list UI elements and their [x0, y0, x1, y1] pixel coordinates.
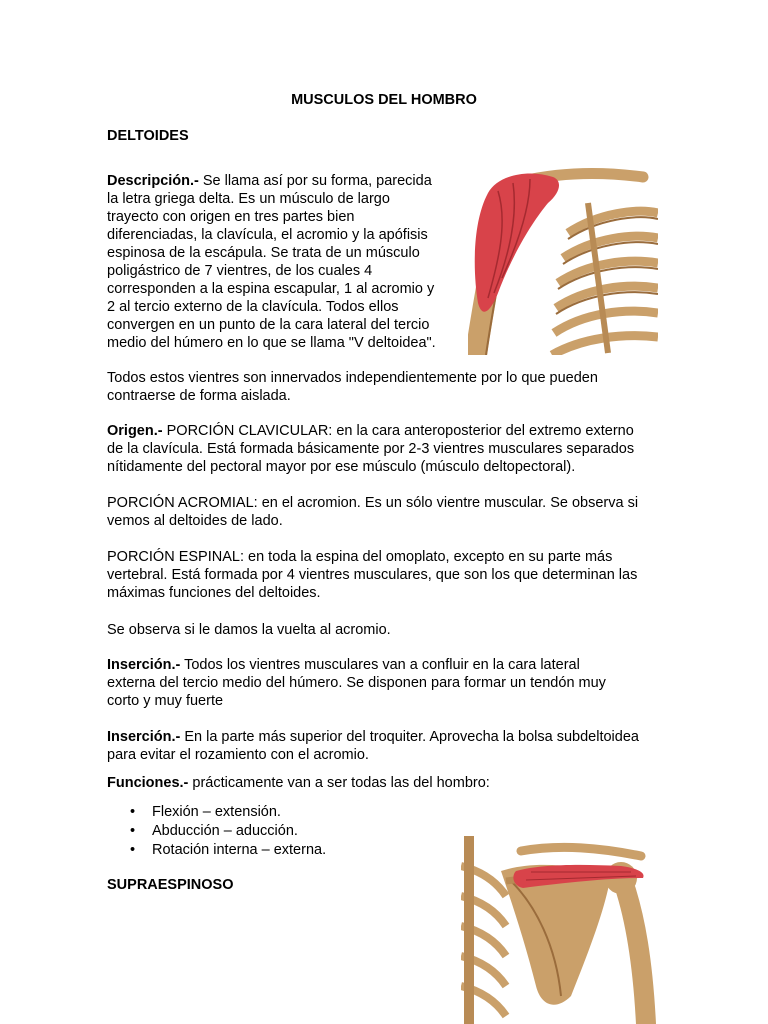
acromial-paragraph: [107, 494, 661, 530]
descripcion-line: convergen en un punto de la cara lateral del tercio: [107, 317, 430, 333]
descripcion-line: medio del húmero en lo que se llama "V deltoidea".: [107, 335, 436, 351]
espinal-paragraph: [107, 548, 661, 602]
descripcion-paragraph: [107, 172, 451, 352]
insercion-label: Inserción.-: [107, 657, 181, 673]
innervation-paragraph: [107, 369, 661, 405]
descripcion-line: espinosa de la escápula. Se trata de un músculo: [107, 245, 420, 261]
acromial-line: PORCIÓN ACROMIAL: en el acromion. Es un sólo vientre muscular. Se observa si: [107, 495, 639, 511]
list-item: • Rotación interna – externa.: [107, 841, 447, 860]
insercion-line: En la parte más superior del troquiter. Aprovecha la bolsa subdeltoidea: [180, 729, 639, 745]
espinal-line: máximas funciones del deltoides.: [107, 585, 321, 601]
origen-label: Origen.-: [107, 423, 163, 439]
page-title: MUSCULOS DEL HOMBRO: [291, 92, 477, 108]
insercion-line: externa del tercio medio del húmero. Se disponen para formar un tendón muy: [107, 675, 606, 691]
origen-line: de la clavícula. Está formada básicamente por 2-3 vientres musculares separados: [107, 441, 635, 457]
descripcion-line: la letra griega delta. Es un músculo de largo: [107, 191, 390, 207]
descripcion-label: Descripción.-: [107, 173, 199, 189]
descripcion-line: corresponden a la espina escapular, 1 al acromio y: [107, 281, 435, 297]
supraspinatus-illustration: [461, 836, 657, 1024]
section-heading-supraespinoso: SUPRAESPINOSO: [107, 877, 234, 893]
insercion-label: Inserción.-: [107, 729, 181, 745]
acromial-line: vemos al deltoides de lado.: [107, 513, 283, 529]
innervation-line: Todos estos vientres son innervados independientemente por lo que pueden: [107, 370, 598, 386]
list-item: • Flexión – extensión.: [107, 803, 447, 822]
insercion-line: Todos los vientres musculares van a confluir en la cara lateral: [180, 657, 580, 673]
section-heading-deltoides: DELTOIDES: [107, 128, 189, 144]
espinal-line: PORCIÓN ESPINAL: en toda la espina del omoplato, excepto en su parte más: [107, 549, 613, 565]
funciones-label: Funciones.-: [107, 775, 189, 791]
origen-line: nítidamente del pectoral mayor por ese músculo (músculo deltopectoral).: [107, 459, 576, 475]
insercion-line: corto y muy fuerte: [107, 693, 224, 709]
descripcion-line: Se llama así por su forma, parecida: [198, 173, 432, 189]
origen-line: PORCIÓN CLAVICULAR: en la cara anteroposterior del extremo externo: [162, 423, 634, 439]
espinal-line: vertebral. Está formada por 4 vientres musculares, que son los que determinan las: [107, 567, 638, 583]
insercion-paragraph-2: [107, 728, 661, 764]
descripcion-line: trayecto con origen en tres partes bien: [107, 209, 355, 225]
innervation-line: contraerse de forma aislada.: [107, 388, 291, 404]
descripcion-line: 2 al tercio externo de la clavícula. Todos ellos: [107, 299, 399, 315]
vuelta-paragraph: Se observa si le damos la vuelta al acromio.: [107, 622, 391, 638]
list-item: • Abducción – aducción.: [107, 822, 447, 841]
funciones-list: [107, 803, 447, 860]
origen-paragraph: [107, 422, 661, 476]
insercion-paragraph-1: [107, 656, 661, 710]
funciones-paragraph: [107, 774, 661, 792]
insercion-line: para evitar el rozamiento con el acromio.: [107, 747, 369, 763]
descripcion-line: diferenciadas, la clavícula, el acromio y la apófisis: [107, 227, 428, 243]
deltoid-illustration: [468, 163, 658, 355]
descripcion-line: poligástrico de 7 vientres, de los cuales 4: [107, 263, 373, 279]
funciones-text: prácticamente van a ser todas las del hombro:: [188, 775, 490, 791]
